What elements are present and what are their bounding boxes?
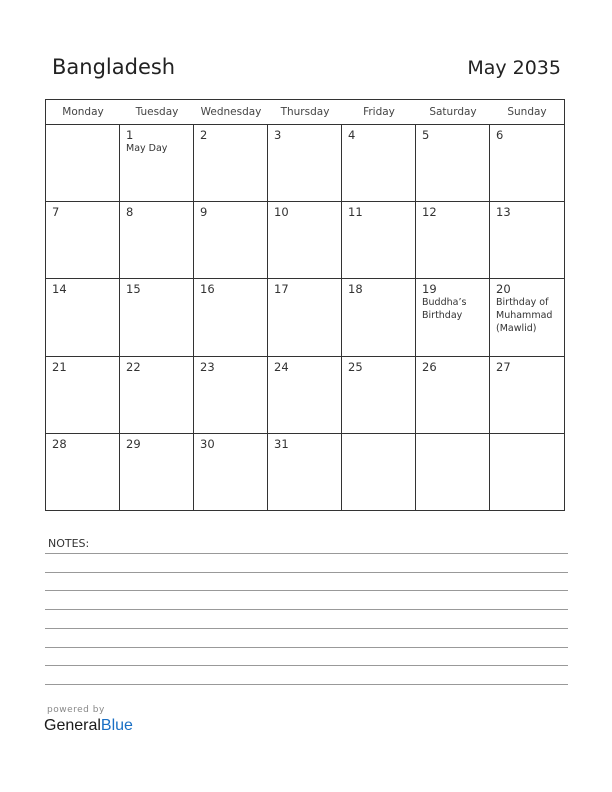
holiday-label: Birthday bbox=[422, 310, 463, 322]
brand-blue: Blue bbox=[100, 717, 133, 734]
day-cell bbox=[342, 202, 416, 279]
day-number: 6 bbox=[496, 128, 504, 142]
holiday-label: May Day bbox=[126, 143, 168, 154]
day-number: 26 bbox=[422, 359, 437, 374]
day-number: 19 bbox=[422, 282, 437, 297]
day-number: 4 bbox=[348, 128, 356, 142]
notes-line bbox=[45, 572, 568, 573]
day-cell bbox=[416, 279, 490, 356]
day-cell bbox=[46, 279, 120, 356]
notes-label: NOTES: bbox=[48, 537, 90, 550]
day-cell bbox=[46, 125, 120, 202]
day-number: 9 bbox=[200, 205, 208, 220]
dow-tuesday: Tuesday bbox=[135, 106, 179, 118]
day-cell bbox=[490, 202, 564, 279]
day-cell bbox=[416, 125, 490, 202]
dow-monday: Monday bbox=[62, 106, 104, 118]
day-cell bbox=[46, 202, 120, 279]
day-cell bbox=[194, 434, 268, 511]
day-cell bbox=[120, 202, 194, 279]
day-cell bbox=[342, 125, 416, 202]
day-cell bbox=[342, 279, 416, 356]
day-number: 16 bbox=[200, 282, 215, 297]
day-number: 14 bbox=[52, 282, 67, 297]
dow-wednesday: Wednesday bbox=[200, 106, 262, 118]
day-cell bbox=[416, 357, 490, 434]
day-cell bbox=[268, 434, 342, 511]
notes-line bbox=[45, 553, 568, 554]
day-cell bbox=[268, 125, 342, 202]
notes-line bbox=[45, 628, 568, 629]
day-number: 20 bbox=[496, 282, 511, 297]
notes-line bbox=[45, 684, 568, 685]
day-number: 18 bbox=[348, 282, 363, 297]
day-cell bbox=[268, 202, 342, 279]
days-of-week-header bbox=[46, 100, 564, 125]
day-number: 25 bbox=[348, 359, 363, 374]
holiday-label: Birthday of bbox=[496, 297, 549, 309]
day-number: 11 bbox=[348, 205, 363, 220]
holiday-label: Buddha’s bbox=[422, 297, 467, 309]
day-cell bbox=[194, 202, 268, 279]
day-cell bbox=[194, 125, 268, 202]
day-number: 1 bbox=[126, 128, 134, 142]
notes-line bbox=[45, 647, 568, 648]
day-number: 12 bbox=[422, 205, 437, 220]
brand-general: General bbox=[44, 717, 101, 734]
day-cell bbox=[490, 357, 564, 434]
day-number: 28 bbox=[52, 436, 67, 451]
day-cell bbox=[194, 357, 268, 434]
calendar-grid bbox=[45, 99, 565, 511]
day-cell bbox=[194, 279, 268, 356]
notes-line bbox=[45, 590, 568, 591]
day-number: 27 bbox=[496, 359, 511, 374]
notes-line bbox=[45, 665, 568, 666]
month-year-title: May 2035 bbox=[467, 57, 561, 79]
calendar-weeks bbox=[46, 125, 564, 511]
day-number: 3 bbox=[274, 128, 282, 142]
day-number: 31 bbox=[274, 436, 289, 451]
day-number: 15 bbox=[126, 282, 141, 297]
day-number: 5 bbox=[422, 128, 430, 142]
day-number: 29 bbox=[126, 436, 141, 451]
day-number: 24 bbox=[274, 359, 289, 374]
day-cell bbox=[416, 202, 490, 279]
day-cell bbox=[120, 434, 194, 511]
day-cell bbox=[46, 434, 120, 511]
day-cell bbox=[416, 434, 490, 511]
holiday-label: Muhammad bbox=[496, 310, 553, 322]
day-cell bbox=[490, 434, 564, 511]
powered-by-text: powered by bbox=[47, 705, 105, 715]
dow-sunday: Sunday bbox=[507, 106, 547, 118]
holiday-label: (Mawlid) bbox=[496, 323, 537, 335]
day-cell bbox=[268, 357, 342, 434]
day-cell bbox=[342, 434, 416, 511]
dow-thursday: Thursday bbox=[280, 106, 330, 118]
day-number: 10 bbox=[274, 205, 289, 220]
day-number: 21 bbox=[52, 359, 67, 374]
day-number: 13 bbox=[496, 205, 511, 220]
dow-friday: Friday bbox=[363, 106, 395, 118]
day-cell bbox=[268, 279, 342, 356]
day-number: 17 bbox=[274, 282, 289, 297]
day-number: 8 bbox=[126, 205, 134, 220]
day-cell bbox=[342, 357, 416, 434]
day-number: 23 bbox=[200, 359, 215, 374]
day-cell bbox=[120, 279, 194, 356]
country-title: Bangladesh bbox=[52, 55, 176, 79]
dow-saturday: Saturday bbox=[429, 106, 477, 118]
day-number: 22 bbox=[126, 359, 141, 374]
generalblue-logo bbox=[44, 717, 133, 735]
day-number: 30 bbox=[200, 436, 215, 451]
day-number: 2 bbox=[200, 128, 208, 142]
day-cell bbox=[490, 125, 564, 202]
day-number: 7 bbox=[52, 205, 60, 220]
day-cell bbox=[46, 357, 120, 434]
day-cell bbox=[120, 357, 194, 434]
day-cell bbox=[120, 125, 194, 202]
day-cell bbox=[490, 279, 564, 356]
notes-line bbox=[45, 609, 568, 610]
